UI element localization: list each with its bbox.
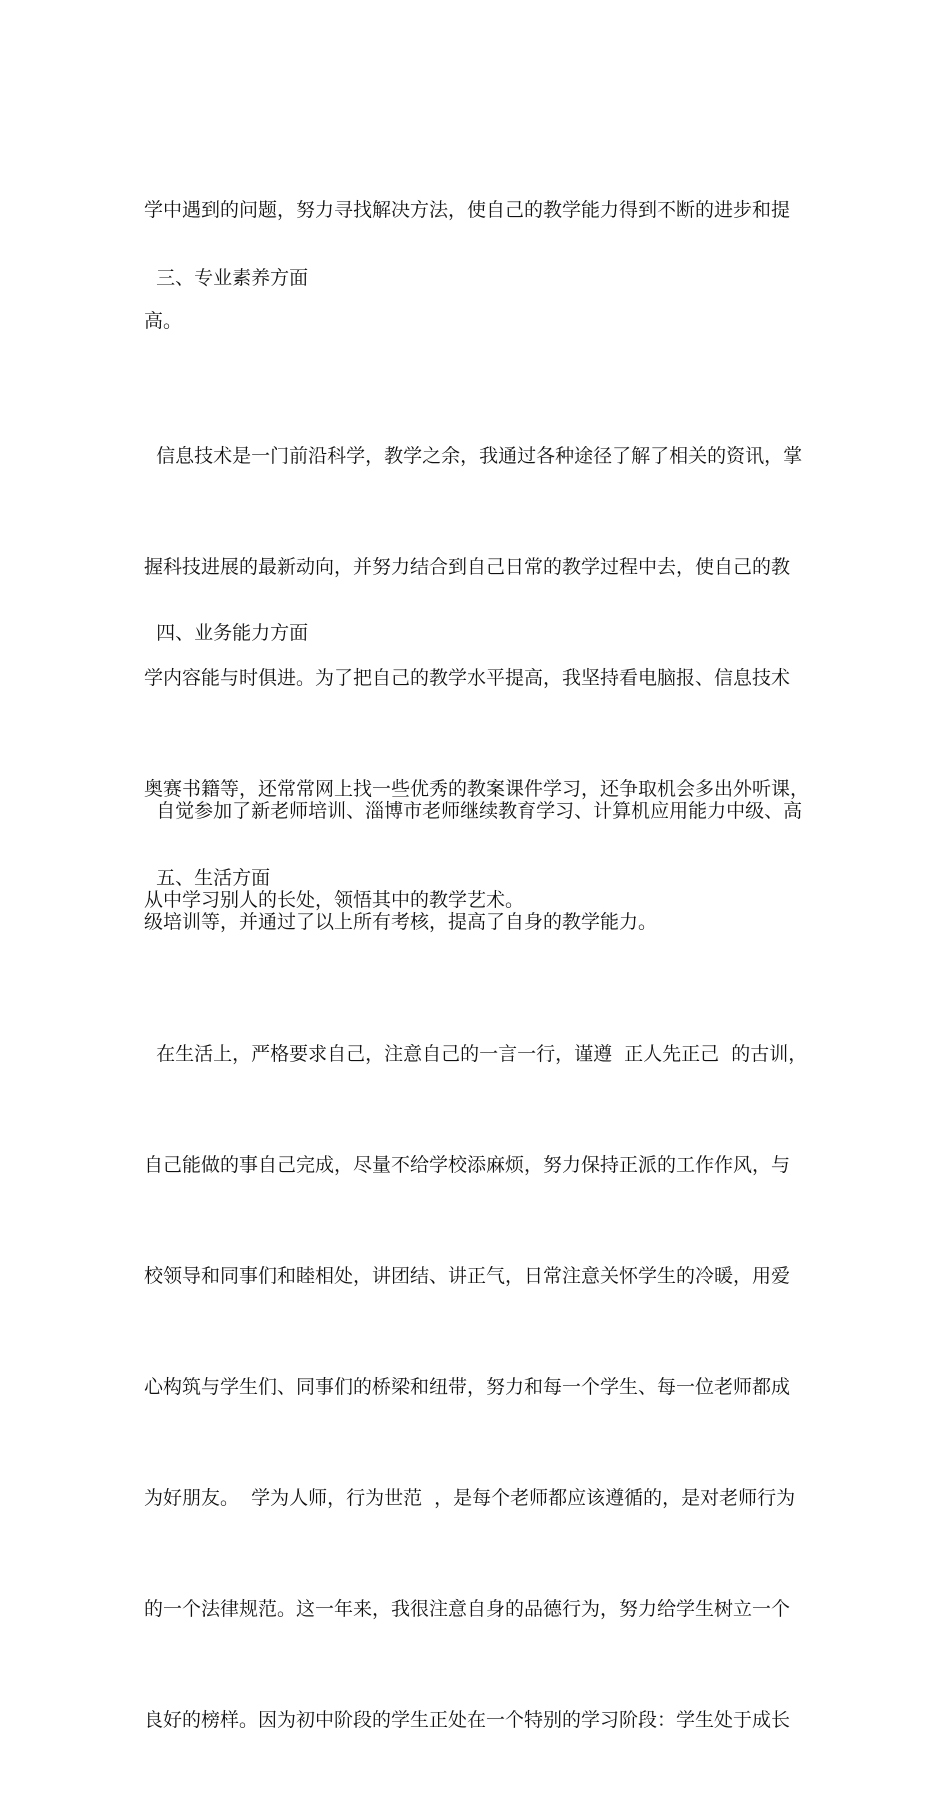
text-line: 校领导和同事们和睦相处，讲团结、讲正气，日常注意关怀学生的冷暖，用爱 xyxy=(144,1265,791,1287)
text-line: 握科技进展的最新动向，并努力结合到自己日常的教学过程中去，使自己的教 xyxy=(144,556,791,578)
text-line: 高。 xyxy=(144,310,183,332)
text-line: 良好的榜样。因为初中阶段的学生正处在一个特别的学习阶段：学生处于成长 xyxy=(144,1709,791,1731)
section-heading-business-ability: 四、业务能力方面 xyxy=(144,622,309,644)
text-line: 从中学习别人的长处，领悟其中的教学艺术。 xyxy=(144,889,525,911)
paragraph-life xyxy=(144,962,814,1813)
section-heading-professional-quality: 三、专业素养方面 xyxy=(144,267,309,289)
text-line: 自觉参加了新老师培训、淄博市老师继续教育学习、计算机应用能力中级、高 xyxy=(144,800,803,822)
text-line: 心构筑与学生们、同事们的桥梁和纽带，努力和每一个学生、每一位老师都成 xyxy=(144,1376,791,1398)
text-line: 学内容能与时俱进。为了把自己的教学水平提高，我坚持看电脑报、信息技术 xyxy=(144,667,791,689)
text-line: 奥赛书籍等，还常常网上找一些优秀的教案课件学习，还争取机会多出外听课， xyxy=(144,778,810,800)
text-line: 学中遇到的问题，努力寻找解决方法，使自己的教学能力得到不断的进步和提 xyxy=(144,199,791,221)
text-line: 的一个法律规范。这一年来，我很注意自身的品德行为，努力给学生树立一个 xyxy=(144,1598,791,1620)
text-line: 为好朋友。 学为人师，行为世范 ，是每个老师都应该遵循的，是对老师行为 xyxy=(144,1487,796,1509)
text-line: 级培训等，并通过了以上所有考核，提高了自身的教学能力。 xyxy=(144,911,658,933)
text-line: 信息技术是一门前沿科学，教学之余，我通过各种途径了解了相关的资讯，掌 xyxy=(144,445,803,467)
text-line: 在生活上，严格要求自己，注意自己的一言一行，谨遵 正人先正己 的古训， xyxy=(144,1043,808,1065)
text-line: 自己能做的事自己完成，尽量不给学校添麻烦，努力保持正派的工作作风，与 xyxy=(144,1154,791,1176)
section-heading-life: 五、生活方面 xyxy=(144,867,271,889)
